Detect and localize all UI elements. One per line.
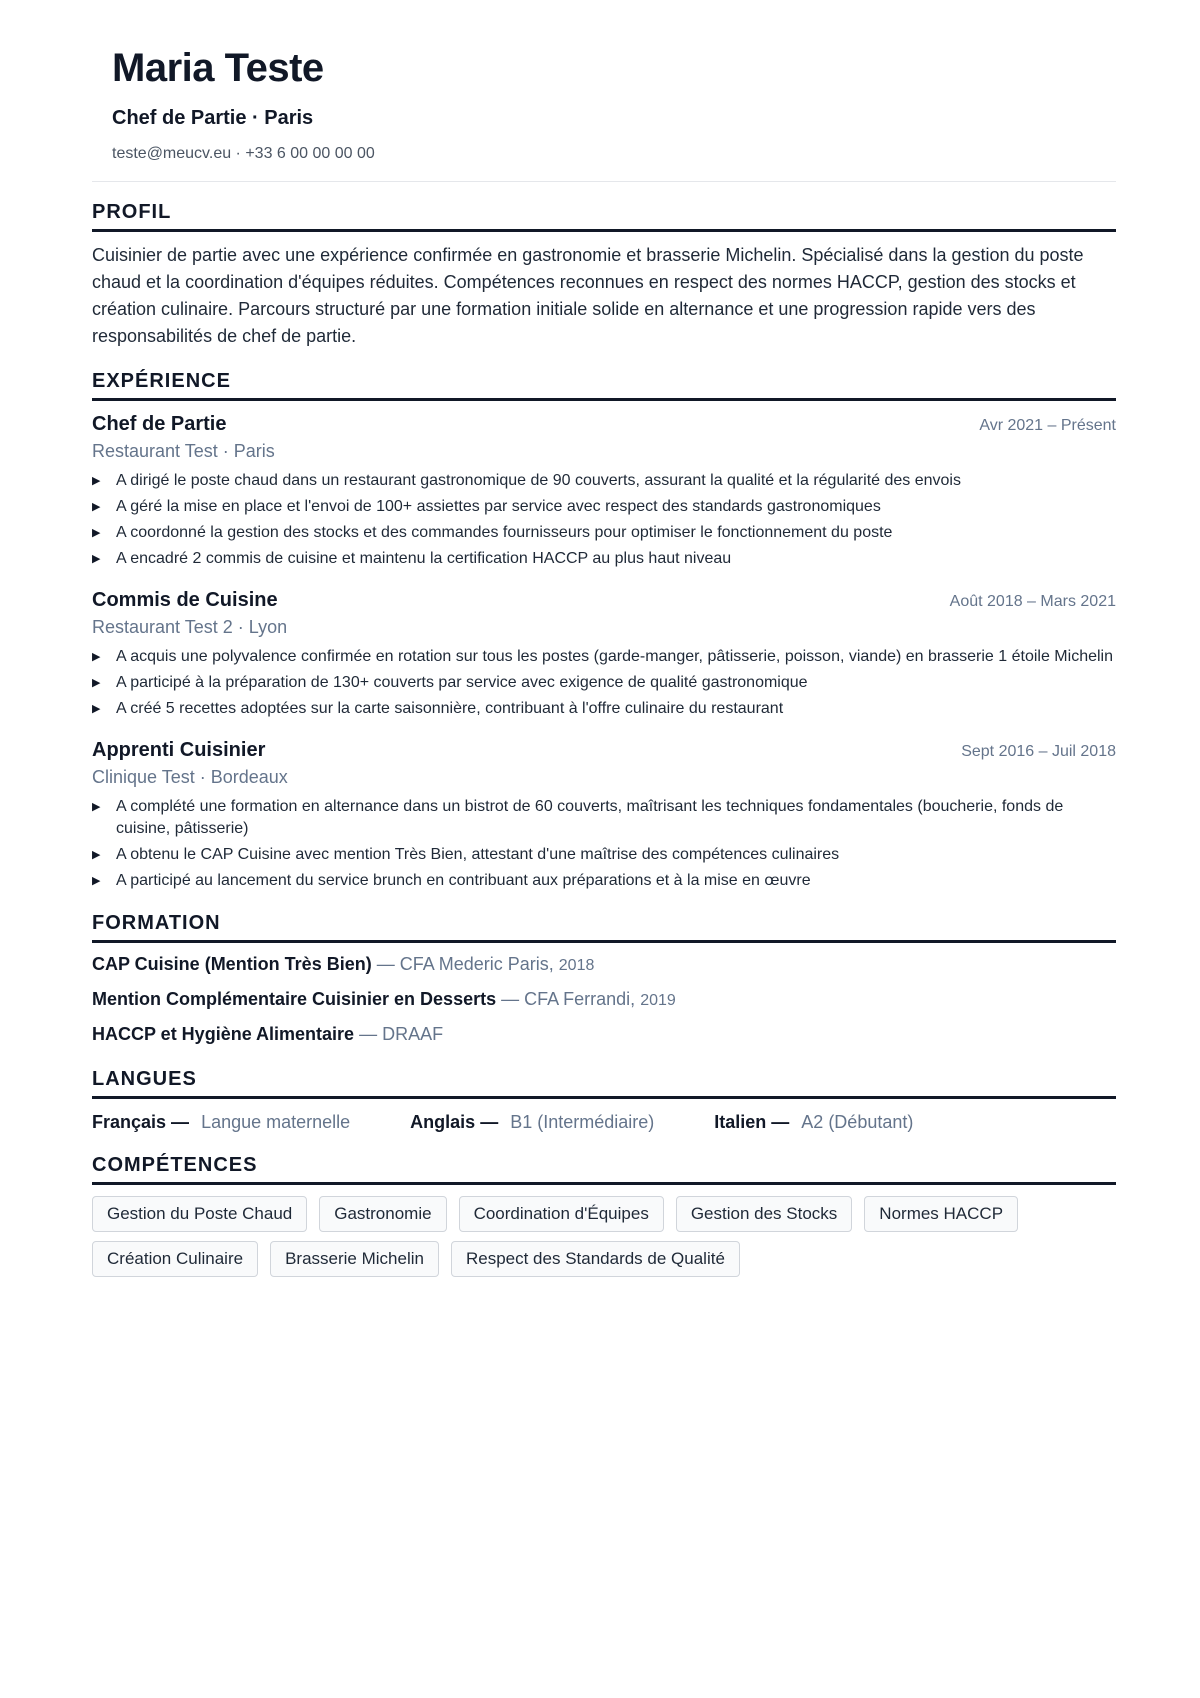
job-date: Sept 2016 – Juil 2018 xyxy=(961,743,1116,760)
job-entry xyxy=(92,737,1116,892)
job-title: Commis de Cuisine xyxy=(92,589,278,611)
education-item: Mention Complémentaire Cuisinier en Desserts — CFA Ferrandi, 2019 xyxy=(92,989,676,1009)
skills-section xyxy=(92,1151,1116,1286)
contact-info: teste@meucv.eu · +33 6 00 00 00 00 xyxy=(112,145,375,162)
resume-body xyxy=(92,198,1116,1303)
languages-section xyxy=(92,1065,1116,1134)
triangle-right-icon: ▶ xyxy=(92,527,101,539)
job-date: Août 2018 – Mars 2021 xyxy=(949,593,1116,610)
skill-chip: Brasserie Michelin xyxy=(270,1241,439,1277)
language-name: Italien xyxy=(714,1112,767,1132)
skill-chip: Gestion du Poste Chaud xyxy=(92,1196,307,1232)
education-section xyxy=(92,909,1116,1048)
job-bullet: ▶ A participé à la préparation de 130+ couverts par service avec exigence de qualité gastronomique xyxy=(92,672,1116,694)
skill-chip: Création Culinaire xyxy=(92,1241,258,1277)
job-bullets xyxy=(92,796,1116,892)
section-title-experience: EXPÉRIENCE xyxy=(92,367,1116,401)
skill-chip: Gastronomie xyxy=(319,1196,446,1232)
section-title-profile: PROFIL xyxy=(92,198,1116,232)
job-bullet: ▶ A complété une formation en alternance dans un bistrot de 60 couverts, maîtrisant les techniques fondamentales (boucherie, fonds de cuisine, pâtisserie) xyxy=(92,798,1064,837)
job-company: Restaurant Test 2 · Lyon xyxy=(92,617,288,637)
education-degree: CAP Cuisine (Mention Très Bien) xyxy=(92,954,372,974)
section-title-skills: COMPÉTENCES xyxy=(92,1151,1116,1185)
section-title-education: FORMATION xyxy=(92,909,1116,943)
education-item: CAP Cuisine (Mention Très Bien) — CFA Mederic Paris, 2018 xyxy=(92,954,595,974)
candidate-subtitle: Chef de Partie · Paris xyxy=(112,107,314,129)
triangle-right-icon: ▶ xyxy=(92,475,101,487)
job-bullet: ▶ A créé 5 recettes adoptées sur la carte saisonnière, contribuant à l'offre culinaire du restaurant xyxy=(92,698,1116,720)
skill-chip: Respect des Standards de Qualité xyxy=(451,1241,740,1277)
job-company: Restaurant Test · Paris xyxy=(92,441,275,461)
education-item: HACCP et Hygiène Alimentaire — DRAAF xyxy=(92,1024,444,1044)
skill-chip: Coordination d'Équipes xyxy=(459,1196,664,1232)
language-level: B1 (Intermédiaire) xyxy=(510,1112,655,1132)
education-degree: Mention Complémentaire Cuisinier en Desserts xyxy=(92,989,497,1009)
triangle-right-icon: ▶ xyxy=(92,651,101,663)
job-bullet: ▶ A encadré 2 commis de cuisine et maintenu la certification HACCP au plus haut niveau xyxy=(92,548,1116,570)
experience-section xyxy=(92,367,1116,892)
triangle-right-icon: ▶ xyxy=(92,801,101,813)
education-degree: HACCP et Hygiène Alimentaire xyxy=(92,1024,355,1044)
education-school: CFA Mederic Paris xyxy=(399,954,549,974)
education-year: 2019 xyxy=(640,992,676,1009)
header-divider xyxy=(92,181,1116,182)
job-bullet: ▶ A participé au lancement du service brunch en contribuant aux préparations et à la mise en œuvre xyxy=(92,870,1116,892)
section-title-languages: LANGUES xyxy=(92,1065,1116,1099)
triangle-right-icon: ▶ xyxy=(92,875,101,887)
language-item: Italien — A2 (Débutant) xyxy=(714,1112,914,1132)
profile-text: Cuisinier de partie avec une expérience confirmée en gastronomie et brasserie Michelin. Spécialisé dans la gestion du poste chaud et la coordination d'équipes réduites. Compétences reconnues en respect des normes HACCP, gestion des stocks et création culinaire. Parcours structuré par une formation initiale solide en alternance et une progression rapide vers des responsabilités de chef de partie. xyxy=(92,245,1084,346)
job-bullet: ▶ A géré la mise en place et l'envoi de 100+ assiettes par service avec respect des standards gastronomiques xyxy=(92,496,1116,518)
job-date: Avr 2021 – Présent xyxy=(979,417,1116,434)
job-bullet: ▶ A acquis une polyvalence confirmée en rotation sur tous les postes (garde-manger, pâtisserie, poisson, viande) en brasserie 1 étoile Michelin xyxy=(92,646,1116,668)
language-item: Anglais — B1 (Intermédiaire) xyxy=(410,1112,655,1132)
skill-chip: Normes HACCP xyxy=(864,1196,1018,1232)
language-name: Français xyxy=(92,1112,167,1132)
language-item: Français — Langue maternelle xyxy=(92,1112,351,1132)
skills-list xyxy=(92,1196,1092,1286)
job-bullet: ▶ A dirigé le poste chaud dans un restaurant gastronomique de 90 couverts, assurant la qualité et la régularité des envois xyxy=(92,470,1116,492)
job-bullets xyxy=(92,646,1116,720)
job-title: Apprenti Cuisinier xyxy=(92,739,266,761)
job-company: Clinique Test · Bordeaux xyxy=(92,767,288,787)
skill-chip: Gestion des Stocks xyxy=(676,1196,852,1232)
job-entry xyxy=(92,411,1116,570)
triangle-right-icon: ▶ xyxy=(92,553,101,565)
education-year: 2018 xyxy=(558,957,595,974)
language-name: Anglais xyxy=(410,1112,476,1132)
job-title: Chef de Partie xyxy=(92,413,227,435)
candidate-name: Maria Teste xyxy=(112,46,324,90)
triangle-right-icon: ▶ xyxy=(92,849,101,861)
education-school: CFA Ferrandi xyxy=(524,989,631,1009)
languages-list xyxy=(92,1110,1116,1134)
resume-header xyxy=(112,44,1112,164)
job-bullet: ▶ A obtenu le CAP Cuisine avec mention Très Bien, attestant d'une maîtrise des compétences culinaires xyxy=(92,844,1116,866)
language-level: A2 (Débutant) xyxy=(801,1112,914,1132)
profile-section xyxy=(92,198,1116,350)
job-bullets xyxy=(92,470,1116,570)
education-school: DRAAF xyxy=(382,1024,444,1044)
triangle-right-icon: ▶ xyxy=(92,501,101,513)
triangle-right-icon: ▶ xyxy=(92,703,101,715)
job-bullet: ▶ A coordonné la gestion des stocks et des commandes fournisseurs pour optimiser le fonctionnement du poste xyxy=(92,522,1116,544)
job-entry xyxy=(92,587,1116,720)
triangle-right-icon: ▶ xyxy=(92,677,101,689)
language-level: Langue maternelle xyxy=(201,1112,351,1132)
